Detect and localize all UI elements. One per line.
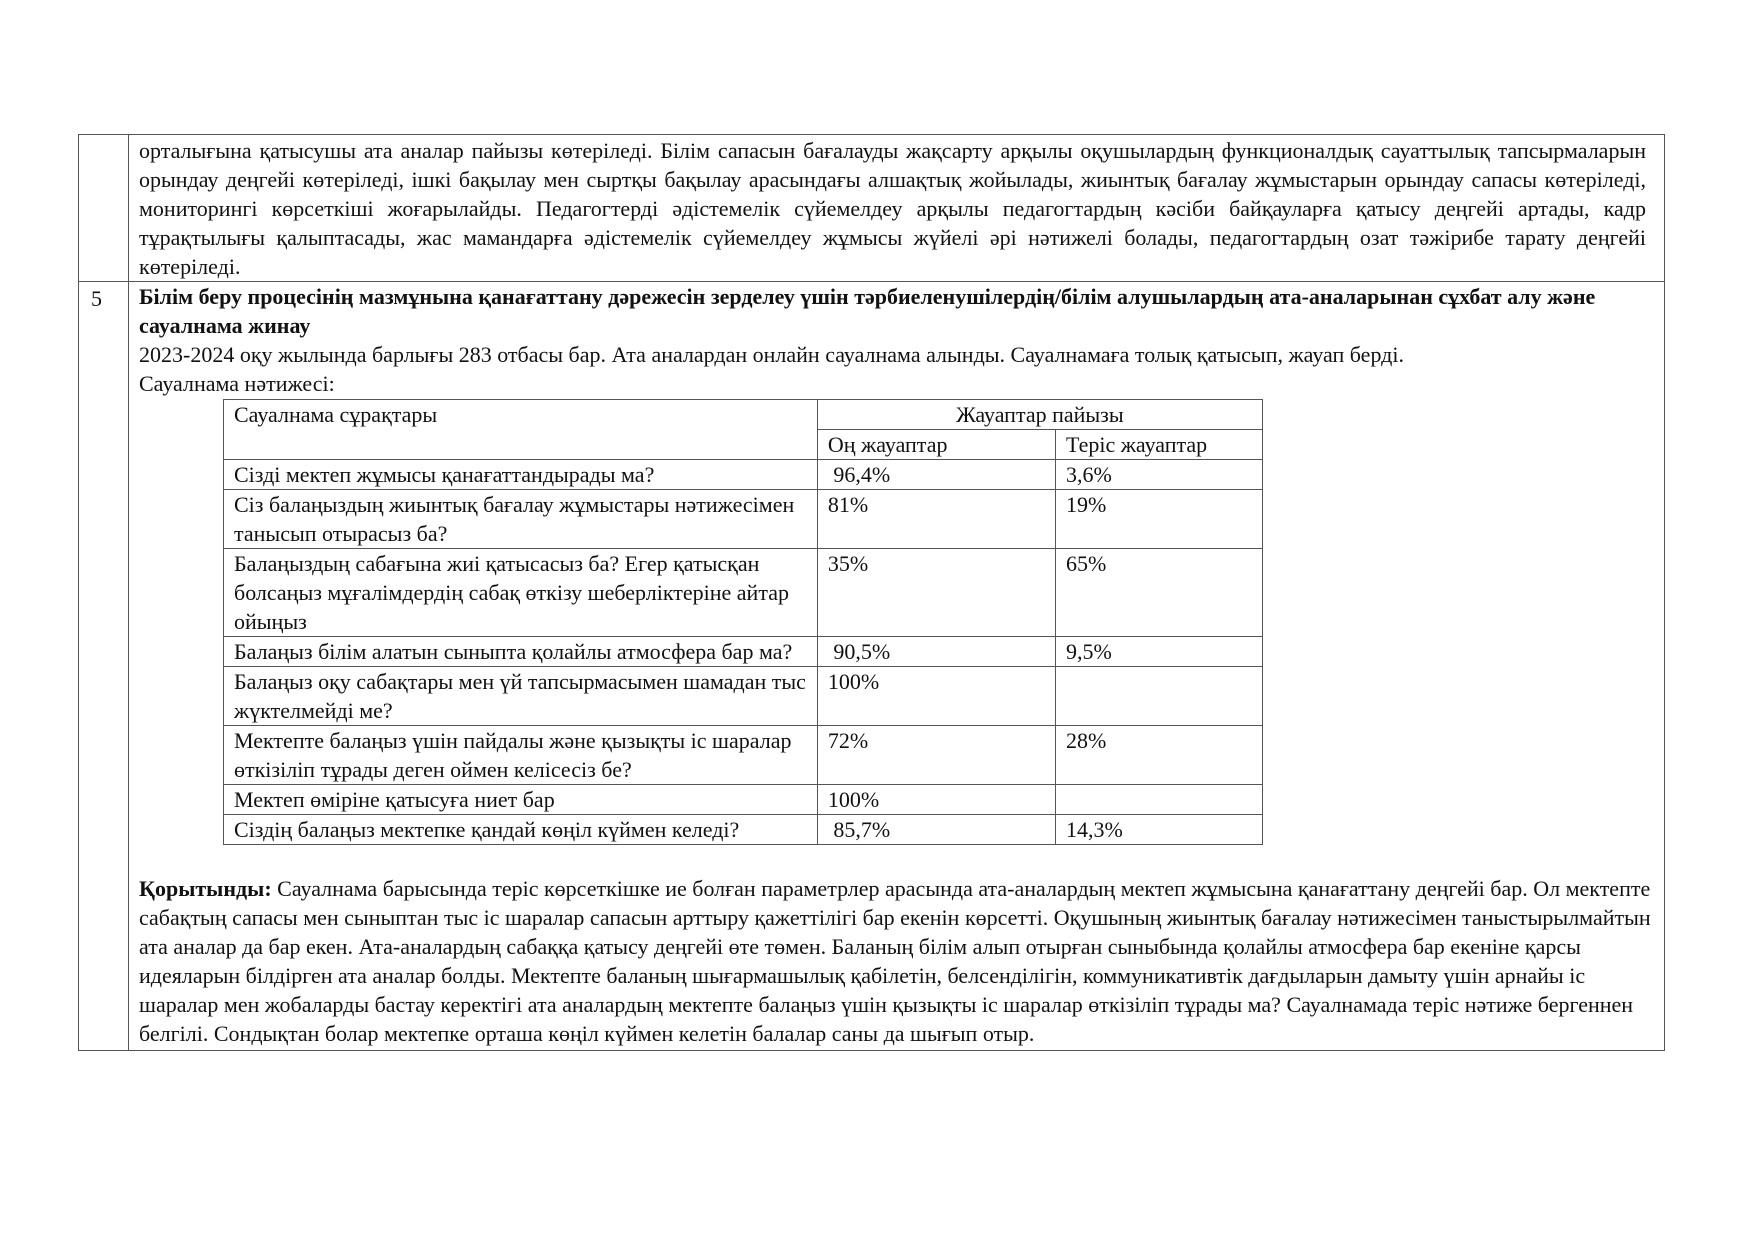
table-row [79,282,1665,1051]
survey-positive-cell: 85,7% [817,815,1055,845]
survey-negative-cell [1055,785,1262,815]
survey-question-cell: Сіз балаңыздың жиынтық бағалау жұмыстары нәтижесімен танысып отырасыз ба? [224,490,818,549]
survey-row [224,667,1263,726]
survey-positive-cell: 90,5% [817,637,1055,667]
survey-negative-cell: 9,5% [1055,637,1262,667]
survey-row [224,815,1263,845]
survey-intro-line: 2023-2024 оқу жылында барлығы 283 отбасы бар. Ата аналардан онлайн сауалнама алынды. Сауалнамаға толық қатысып, жауап берді. [139,342,1404,367]
survey-row [224,726,1263,785]
survey-row [224,637,1263,667]
report-table [78,134,1665,1051]
header-positive: Оң жауаптар [817,430,1055,460]
survey-positive-cell: 81% [817,490,1055,549]
survey-row [224,549,1263,637]
row-content-cell [129,282,1665,1051]
survey-row [224,490,1263,549]
survey-positive-cell: 100% [817,785,1055,815]
survey-results-label: Сауалнама нәтижесі: [139,371,335,396]
survey-positive-cell: 72% [817,726,1055,785]
conclusion-paragraph [139,874,1654,1050]
survey-question-cell: Сіздің балаңыз мектепке қандай көңіл күймен келеді? [224,815,818,845]
survey-row [224,785,1263,815]
survey-negative-cell: 14,3% [1055,815,1262,845]
header-question: Сауалнама сұрақтары [224,400,818,460]
survey-question-cell: Мектепте балаңыз үшін пайдалы және қызықты іс шаралар өткізіліп тұрады деген оймен келісесіз бе? [224,726,818,785]
intro-paragraph: орталығына қатысушы ата аналар пайызы көтеріледі. Білім сапасын бағалауды жақсарту арқылы оқушылардың функционалдық сауаттылық тапсырмаларын орындау деңгейі көтеріледі, ішкі бақылау мен сыртқы бақылау арасындағы алшақтық жойылады, жиынтық бағалау жұмыстарын орындау сапасы көтеріледі, мониторингі көрсеткіші жоғарылайды. Педагогтерді әдістемелік сүйемелдеу арқылы педагогтардың кәсіби байқауларға қатысу деңгейі артады, кадр тұрақтылығы қалыптасады, жас мамандарға әдістемелік сүйемелдеу жұмысы жүйелі әрі нәтижелі болады, педагогтардың озат тәжірибе тарату деңгейі көтеріледі. [139,138,1646,279]
survey-negative-cell: 3,6% [1055,460,1262,490]
header-answers-percent: Жауаптар пайызы [817,400,1262,430]
conclusion-text: Сауалнама барысында теріс көрсеткішке ие болған параметрлер арасында ата-аналардың мектеп жұмысына қанағаттану деңгейі бар. Ол мектепте сабақтың сапасы мен сыныптан тыс іс шаралар сапасын арттыру қажеттілігі бар екенін көрсетті. Оқушының жиынтық бағалау нәтижесімен таныстырылмайтын ата аналар да бар екен. Ата-аналардың сабаққа қатысу деңгейі өте төмен. Баланың білім алып отырған сыныбында қолайлы атмосфера бар екеніне қарсы идеяларын білдірген ата аналар болды. Мектепте баланың шығармашылық қабілетін, белсенділігін, коммуникативтік дағдыларын дамыту үшін арнайы іс шаралар мен жобаларды бастау керектігі ата аналардың мектепте балаңыз үшін қызықты іс шаралар өткізіліп тұрады ма? Сауалнамада теріс нәтиже бергеннен белгілі. Сондықтан болар мектепке орташа көңіл күймен келетін балалар саны да шығып отыр. [139,876,1651,1046]
survey-positive-cell: 35% [817,549,1055,637]
survey-question-cell: Мектеп өміріне қатысуға ниет бар [224,785,818,815]
survey-question-cell: Балаңыздың сабағына жиі қатысасыз ба? Егер қатысқан болсаңыз мұғалімдердің сабақ өткізу шеберліктеріне айтар ойыңыз [224,549,818,637]
survey-negative-cell [1055,667,1262,726]
survey-question-cell: Балаңыз білім алатын сыныпта қолайлы атмосфера бар ма? [224,637,818,667]
row-number-cell [79,135,129,282]
row-content-cell [129,135,1665,282]
survey-negative-cell: 19% [1055,490,1262,549]
header-negative: Теріс жауаптар [1055,430,1262,460]
survey-question-cell: Сізді мектеп жұмысы қанағаттандырады ма? [224,460,818,490]
section-heading: Білім беру процесінің мазмұнына қанағаттану дәрежесін зерделеу үшін тәрбиеленушілердің/білім алушылардың ата-аналарынан сұхбат алу және сауалнама жинау [139,284,1596,338]
conclusion-label: Қорытынды: [139,876,272,901]
survey-positive-cell: 96,4% [817,460,1055,490]
table-row [79,135,1665,282]
survey-question-cell: Балаңыз оқу сабақтары мен үй тапсырмасымен шамадан тыс жүктелмейді ме? [224,667,818,726]
survey-negative-cell: 65% [1055,549,1262,637]
row-number-cell: 5 [79,282,129,1051]
survey-row [224,460,1263,490]
survey-negative-cell: 28% [1055,726,1262,785]
survey-table [223,399,1263,845]
survey-positive-cell: 100% [817,667,1055,726]
survey-header-row [224,400,1263,430]
